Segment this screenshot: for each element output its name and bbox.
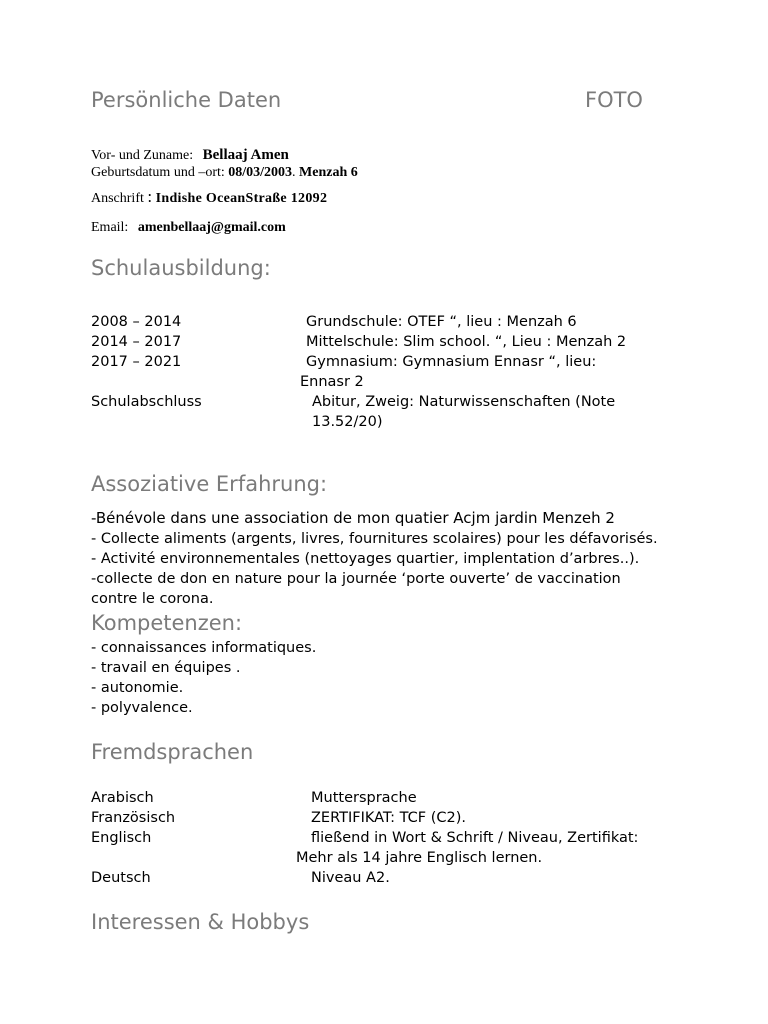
experience-line: -collecte de don en nature pour la journée ‘porte ouverte’ de vaccination (91, 571, 621, 587)
education-entry: Gymnasium: Gymnasium Ennasr “, lieu: (306, 354, 597, 370)
hobbies-heading: Interessen & Hobbys (91, 910, 310, 934)
language-level: fließend in Wort & Schrift / Niveau, Zertifikat: (311, 830, 639, 846)
language-level: Niveau A2. (311, 870, 390, 886)
name-value: Bellaaj Amen (202, 147, 289, 163)
education-period: 2017 – 2021 (91, 354, 182, 370)
skill-item: - travail en équipes . (91, 660, 241, 676)
address-label: Anschrift (91, 191, 144, 206)
experience-line: -Bénévole dans une association de mon quatier Acjm jardin Menzeh 2 (91, 509, 615, 527)
birth-place: Menzah 6 (299, 165, 358, 180)
birth-date: 08/03/2003 (228, 165, 293, 180)
birth-separator: . (292, 165, 296, 180)
address-colon: : (147, 187, 153, 206)
email-value: amenbellaaj@gmail.com (137, 220, 286, 235)
language-name: Deutsch (91, 870, 151, 886)
address-row (91, 187, 327, 207)
experience-heading: Assoziative Erfahrung: (91, 472, 328, 496)
language-level-cont: Mehr als 14 jahre Englisch lernen. (296, 850, 543, 866)
name-label: Vor- und Zuname: (91, 148, 194, 163)
skill-item: - polyvalence. (91, 700, 193, 716)
email-label: Email: (91, 220, 129, 235)
language-name: Englisch (91, 830, 152, 846)
education-period: 2014 – 2017 (91, 334, 182, 350)
experience-line: - Activité environnementales (nettoyages quartier, implentation d’arbres..). (91, 551, 640, 567)
education-entry-cont: 13.52/20) (312, 414, 383, 430)
education-entry-cont: Ennasr 2 (300, 374, 364, 390)
language-name: Arabisch (91, 790, 154, 806)
education-period: Schulabschluss (91, 394, 202, 410)
education-period: 2008 – 2014 (91, 314, 182, 330)
education-entry: Abitur, Zweig: Naturwissenschaften (Note (312, 394, 616, 410)
language-level: ZERTIFIKAT: TCF (C2). (311, 810, 467, 826)
address-value: Indishe OceanStraße 12092 (155, 191, 328, 206)
skill-item: - connaissances informatiques. (91, 640, 317, 656)
name-row (91, 147, 289, 164)
photo-label: FOTO (585, 88, 643, 112)
birth-row (91, 165, 358, 181)
skills-heading: Kompetenzen: (91, 611, 243, 635)
birth-label: Geburtsdatum und –ort: (91, 165, 225, 180)
languages-heading: Fremdsprachen (91, 740, 254, 764)
education-heading: Schulausbildung: (91, 256, 271, 280)
skill-item: - autonomie. (91, 680, 184, 696)
language-name: Französisch (91, 810, 176, 826)
language-level: Muttersprache (311, 790, 417, 806)
personal-data-heading: Persönliche Daten (91, 88, 282, 112)
education-entry: Grundschule: OTEF “, lieu : Menzah 6 (306, 314, 577, 330)
education-entry: Mittelschule: Slim school. “, Lieu : Menzah 2 (306, 334, 627, 350)
experience-line: - Collecte aliments (argents, livres, fournitures scolaires) pour les défavorisés. (91, 531, 658, 547)
experience-line: contre le corona. (91, 591, 214, 607)
email-row (91, 220, 286, 236)
